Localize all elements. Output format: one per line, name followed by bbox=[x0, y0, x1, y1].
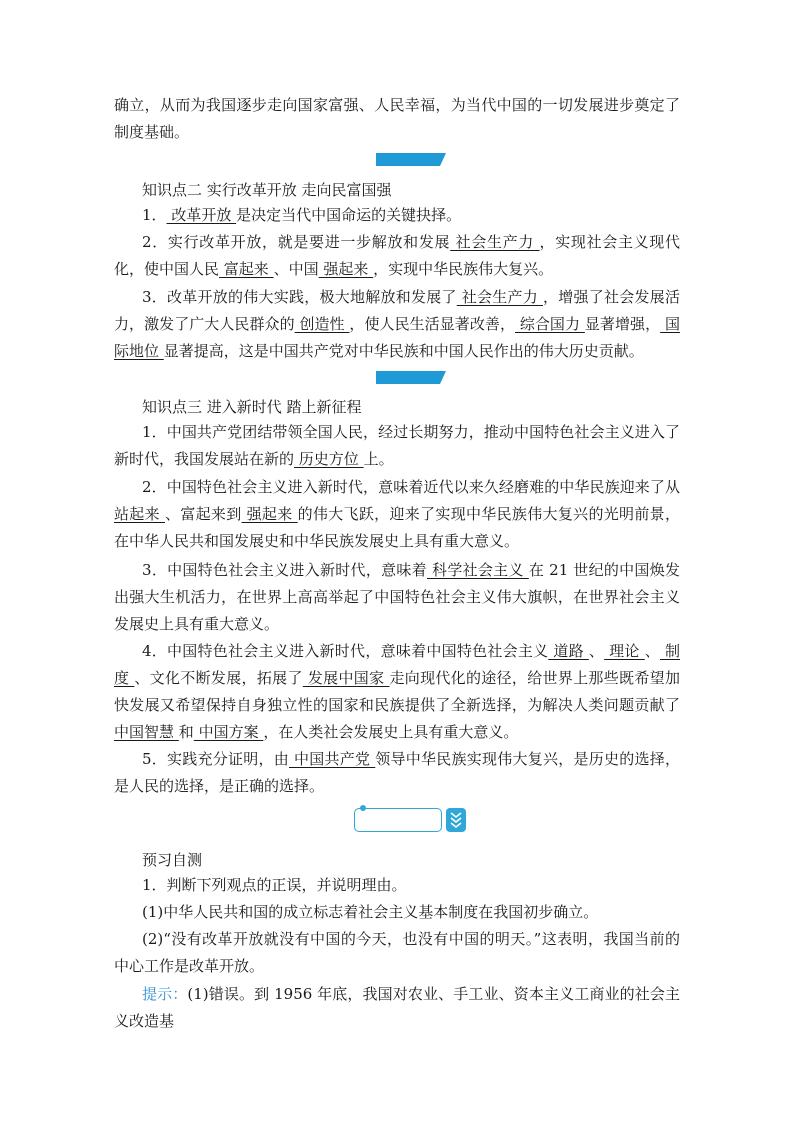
list-item bbox=[114, 746, 680, 800]
intro-text-end: 础。 bbox=[159, 123, 190, 141]
hint-label: 提示： bbox=[142, 985, 188, 1003]
answer-blank: 历史方位 bbox=[294, 450, 364, 468]
statement-text: (1)中华人民共和国的成立标志着社会主义基本制度在我国初步确立。 bbox=[142, 903, 599, 921]
list-item bbox=[114, 474, 680, 555]
item-text: ，实现社会主义现代化，使中国人民 bbox=[114, 233, 680, 278]
answer-blank: 创造性 bbox=[294, 315, 350, 333]
section-band-icon bbox=[376, 371, 446, 384]
item-text: 5．实践充分证明，由 bbox=[142, 750, 290, 768]
answer-blank: 理论 bbox=[604, 642, 645, 660]
answer-blank: 制度 bbox=[114, 642, 680, 687]
item-text: 的伟大飞跃，迎来了实现中华民族伟大复兴的光明前景，在中华人民共和国发展史和中华民族发展史上具有重大意义。 bbox=[114, 505, 680, 550]
item-text: 2．实行改革开放，就是要进一步解放和发展 bbox=[142, 233, 451, 251]
item-text: 、 bbox=[644, 642, 660, 660]
section-band-icon bbox=[376, 153, 446, 166]
list-item bbox=[114, 557, 680, 638]
answer-blank: 中国智慧 bbox=[114, 723, 179, 741]
item-text: 、 bbox=[588, 642, 605, 660]
list-item bbox=[114, 202, 680, 229]
answer-blank: 中国方案 bbox=[193, 723, 264, 741]
item-text: 和 bbox=[178, 723, 194, 741]
item-text: 、中国 bbox=[273, 260, 319, 278]
item-text: 领导中华民族实现伟大复兴，是历史的选择，是人民的选择，是正确的选择。 bbox=[114, 750, 680, 795]
answer-blank: 综合国力 bbox=[515, 315, 585, 333]
item-text: 走向现代化的途径，给世界上那些既希望加快发展又希望保持自身独立性的国家和民族提供了全新选择，为解决人类问题贡献了 bbox=[114, 669, 680, 714]
preview-heading: 预习自测 bbox=[142, 851, 203, 869]
item-text: 在 21 世纪的中国焕发出强大生机活力，在世界上高高举起了中国特色社会主义伟大旗帜，在世界社会主义发展史上具有重大意义。 bbox=[114, 561, 681, 633]
hint-paragraph bbox=[114, 981, 680, 1035]
title-box-frame bbox=[354, 808, 442, 832]
answer-blank: 科学社会主义 bbox=[426, 561, 529, 579]
list-item bbox=[114, 419, 680, 473]
double-chevron-down-icon bbox=[446, 808, 466, 832]
item-text: ，使人民生活显著改善， bbox=[349, 315, 515, 333]
intro-paragraph bbox=[114, 92, 680, 146]
item-text: 2．中国特色社会主义进入新时代，意味着近代以来久经磨难的中华民族迎来了从 bbox=[142, 478, 680, 496]
item-text: ，在人类社会发展史上具有重大意义。 bbox=[263, 723, 519, 741]
item-text: 上。 bbox=[363, 450, 394, 468]
answer-blank: 中国共产党 bbox=[289, 750, 376, 768]
answer-blank: 强起来 bbox=[241, 505, 298, 523]
answer-blank: 站起来 bbox=[114, 505, 165, 523]
answer-blank: 富起来 bbox=[219, 260, 274, 278]
statement-text: (2)“没有改革开放就没有中国的今天，也没有中国的明天。”这表明，我国当前的中心工作是改革开放。 bbox=[114, 930, 680, 975]
section-title-box bbox=[354, 808, 474, 836]
section-heading-3: 知识点三 进入新时代 踏上新征程 bbox=[142, 398, 362, 416]
list-item bbox=[114, 638, 680, 746]
intro-text: 确立，从而为我国逐步走向国家富强、人民幸福，为当代中国的一切发展进步奠定了制度基 bbox=[114, 96, 680, 141]
item-text: 4．中国特色社会主义进入新时代，意味着中国特色社会主义 bbox=[142, 642, 549, 660]
item-text: 1． bbox=[142, 206, 167, 224]
answer-blank: 强起来 bbox=[318, 260, 374, 278]
item-text: ，增强了社会发展活力，激发了广大人民群众的 bbox=[114, 288, 680, 333]
answer-blank: 社会生产力 bbox=[456, 288, 543, 306]
list-item bbox=[114, 284, 680, 365]
item-text: 、富起来到 bbox=[165, 505, 242, 523]
answer-blank: 国际地位 bbox=[114, 315, 680, 360]
hint-text: (1)错误。到 1956 年底，我国对农业、手工业、资本主义工商业的社会主义改造基 bbox=[114, 985, 680, 1030]
answer-blank: 社会生产力 bbox=[450, 233, 540, 251]
question-text: 1．判断下列观点的正误，并说明理由。 bbox=[142, 876, 407, 894]
answer-blank: 道路 bbox=[548, 642, 589, 660]
item-text: 、文化不断发展，拓展了 bbox=[134, 669, 303, 687]
item-text: 显著增强， bbox=[584, 315, 661, 333]
item-text: 3．中国特色社会主义进入新时代，意味着 bbox=[142, 561, 427, 579]
item-text: 显著提高，这是中国共产党对中华民族和中国人民作出的伟大历史贡献。 bbox=[163, 342, 644, 360]
item-text: ，实现中华民族伟大复兴。 bbox=[373, 260, 554, 278]
title-box-dot bbox=[360, 805, 366, 811]
answer-blank: 发展中国家 bbox=[302, 669, 390, 687]
item-text: 是决定当代中国命运的关键抉择。 bbox=[236, 206, 462, 224]
list-item bbox=[114, 229, 680, 283]
item-text: 3．改革开放的伟大实践，极大地解放和发展了 bbox=[142, 288, 457, 306]
item-text: 1．中国共产党团结带领全国人民，经过长期努力，推动中国特色社会主义进入了新时代，我国发展站在新的 bbox=[114, 423, 680, 468]
section-heading-2: 知识点二 实行改革开放 走向民富国强 bbox=[142, 181, 392, 199]
answer-blank: 改革开放 bbox=[166, 206, 237, 224]
